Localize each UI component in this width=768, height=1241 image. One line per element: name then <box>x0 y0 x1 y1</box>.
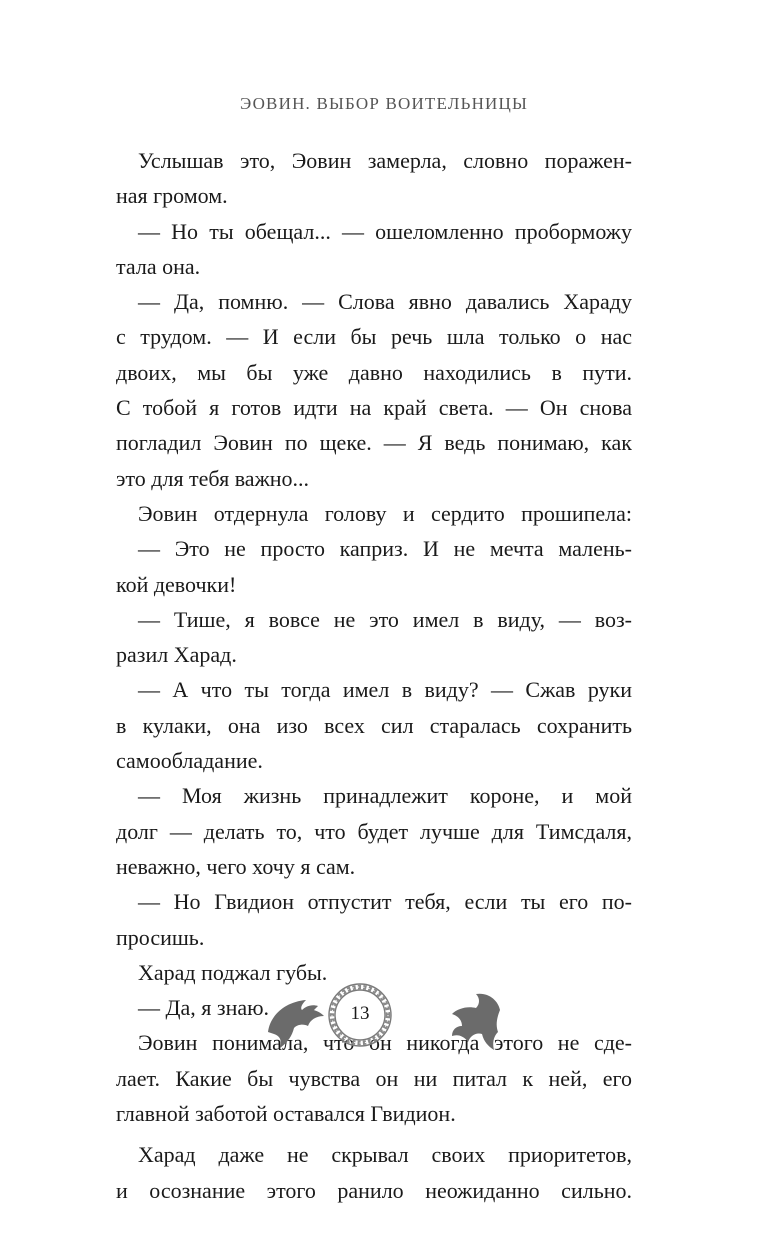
text-line: тала она. <box>116 253 201 279</box>
text-line: — Но ты обещал... — ошеломленно проборможу <box>138 218 632 244</box>
text-line: главной заботой оставался Гвидион. <box>116 1101 456 1127</box>
text-line: лает. Какие бы чувства он ни питал к ней, его <box>116 1065 632 1091</box>
running-header: ЭОВИН. ВЫБОР ВОИТЕЛЬНИЦЫ <box>239 94 529 113</box>
text-line: — Да, я знаю. <box>138 995 270 1021</box>
text-line: и осознание этого ранило неожиданно сильно. <box>116 1177 632 1203</box>
text-line: Харад даже не скрывал своих приоритетов, <box>138 1142 632 1168</box>
text-line: — Это не просто каприз. И не мечта малень- <box>138 536 632 562</box>
text-line: просишь. <box>116 924 205 950</box>
text-line: ная громом. <box>116 183 228 209</box>
text-line: в кулаки, она изо всех сил старалась сохранить <box>116 712 632 738</box>
text-line: двоих, мы бы уже давно находились в пути. <box>116 359 632 385</box>
text-line: самообладание. <box>116 748 263 774</box>
text-line: кой девочки! <box>116 571 237 597</box>
text-line: — А что ты тогда имел в виду? — Сжав руки <box>138 677 632 703</box>
text-line: Услышав это, Эовин замерла, словно поражен- <box>138 148 632 173</box>
text-line: разил Харад. <box>116 642 237 668</box>
raven-right-icon <box>452 994 500 1050</box>
text-line: Харад поджал губы. <box>138 959 328 985</box>
text-line: долг — делать то, что будет лучше для Тимсдаля, <box>116 818 632 844</box>
page-footer <box>0 980 768 1060</box>
text-line: это для тебя важно... <box>116 465 310 491</box>
text-line: С тобой я готов идти на край света. — Он снова <box>116 395 632 421</box>
text-line: Эовин отдернула голову и сердито прошипела: <box>138 500 632 526</box>
text-line: — Да, помню. — Слова явно давались Хараду <box>138 289 632 315</box>
text-line: с трудом. — И если бы речь шла только о нас <box>116 324 632 350</box>
text-line: неважно, чего хочу я сам. <box>116 853 356 879</box>
raven-left-icon <box>268 1000 324 1048</box>
text-line: — Но Гвидион отпустит тебя, если ты его по- <box>138 889 632 915</box>
text-line: — Моя жизнь принадлежит короне, и мой <box>138 783 632 809</box>
page-number: 13 <box>350 1003 370 1024</box>
text-line: Эовин понимала, что он никогда этого не сде- <box>138 1030 632 1056</box>
text-line: — Тише, я вовсе не это имел в виду, — воз- <box>138 606 632 632</box>
text-line: погладил Эовин по щеке. — Я ведь понимаю, как <box>116 430 632 456</box>
